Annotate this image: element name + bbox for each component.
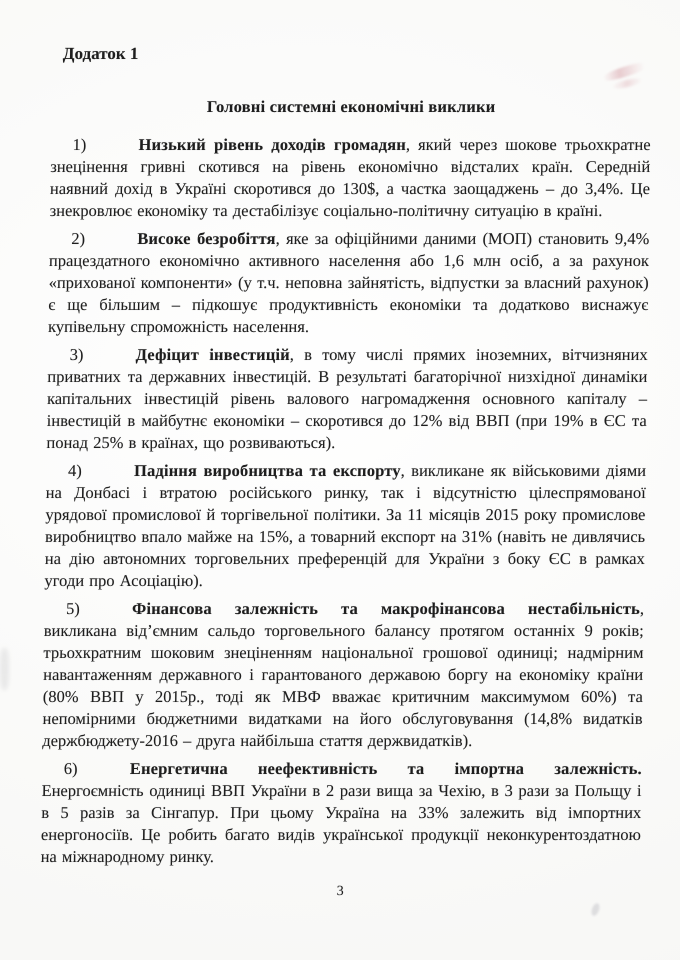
- appendix-label: Додаток 1: [62, 44, 139, 63]
- paragraph-3-number: 3): [69, 345, 84, 364]
- paragraph-5: [42, 598, 644, 752]
- paragraph-2-text: , яке за офіційними даними (МОП) становить 9,4% працездатного економічно активного населення або 1,6 млн осіб, а за рахунок «прихованої компоненти» (у т.ч. неповна зайнятість, відпустки за власний рахунок) є ще більшим – підкошує продуктивність економіки та додатково виснажує купівельну спроможність населення.: [47, 229, 650, 336]
- document-title: Головні системні економічні виклики: [206, 97, 496, 116]
- paragraph-1-lead: Низький рівень доходів громадян: [138, 135, 407, 154]
- paragraph-4-number: 4): [67, 461, 82, 480]
- document-content: [40, 44, 652, 900]
- paragraph-5-number: 5): [65, 599, 81, 618]
- paragraph-3-text: , в тому числі прямих іноземних, вітчизняних приватних та державних інвестицій. В результаті багаторічної низхідної динаміки капітальних інвестицій рівень валового нагромадження основного капіталу – інвестицій в майбутнє економіки – скоротився до 12% від ВВП (при 19% в ЄС та понад 25% в країнах, що розвиваються).: [46, 345, 648, 452]
- paragraph-4: [44, 460, 646, 592]
- scan-speck-bottom-right: [590, 902, 601, 917]
- scan-smudge-left-edge: [0, 648, 9, 690]
- paragraph-6: [40, 758, 642, 868]
- paragraph-4-lead: Падіння виробництва та експорту: [133, 461, 401, 480]
- paragraph-2-number: 2): [71, 229, 86, 248]
- paragraph-5-lead: Фінансова залежність та макрофінансова нестабільність: [131, 599, 641, 618]
- paragraph-2-lead: Високе безробіття: [137, 229, 276, 248]
- paragraph-3: [46, 344, 648, 454]
- paragraph-4-text: , викликане як військовими діями на Донбасі і втратою російського ринку, так і відсутністю цілеспрямованої урядової промислової й торгівельної політики. За 11 місяців 2015 року промислове виробництво впало майже на 15%, а товарний експорт на 31% (навіть не дивлячись на дію автономних торговельних преференцій для України з боку ЄС в рамках угоди про Асоціацію).: [44, 461, 647, 590]
- paragraph-2: [48, 228, 650, 338]
- paragraph-3-lead: Дефіцит інвестицій: [135, 345, 290, 364]
- paragraph-5-text: , викликана від’ємним сальдо торговельного балансу протягом останніх 9 років; трьохкратним шоковим знеціненням національної грошової одиниці; надмірним навантаженням державного і гарантованого державою боргу на економіку країни (80% ВВП у 2015р., тоді як МВФ вважає критичним максимумом 60%) та непомірними бюджетними видатками на його обслуговування (14,8% видатків держбюджету-2016 – друга найбільша стаття держвидатків).: [42, 599, 645, 750]
- paragraph-6-number: 6): [63, 759, 78, 778]
- paragraph-1-number: 1): [72, 135, 87, 154]
- page-number: 3: [336, 884, 344, 899]
- paragraph-6-lead: Енергетична неефективність та імпортна залежність.: [129, 759, 643, 778]
- paragraph-1: [50, 134, 651, 222]
- paragraph-6-text: Енергоємність одиниці ВВП України в 2 рази вища за Чехію, в 3 рази за Польщу і в 5 разів за Сінгапур. При цьому Україна на 33% залежить від імпортних енергоносіїв. Це робить багато видів української продукції неконкурентоздатною на міжнародному ринку.: [40, 781, 642, 866]
- paragraph-1-text: , який через шокове трьохкратне знецінення гривні скотився на рівень економічно відсталих країн. Середній наявний дохід в Україні скоротився до 130$, а частка заощаджень – до 3,4%. Це знекровлює економіку та дестабілізує соціально-політичну ситуацію в країні.: [49, 135, 651, 220]
